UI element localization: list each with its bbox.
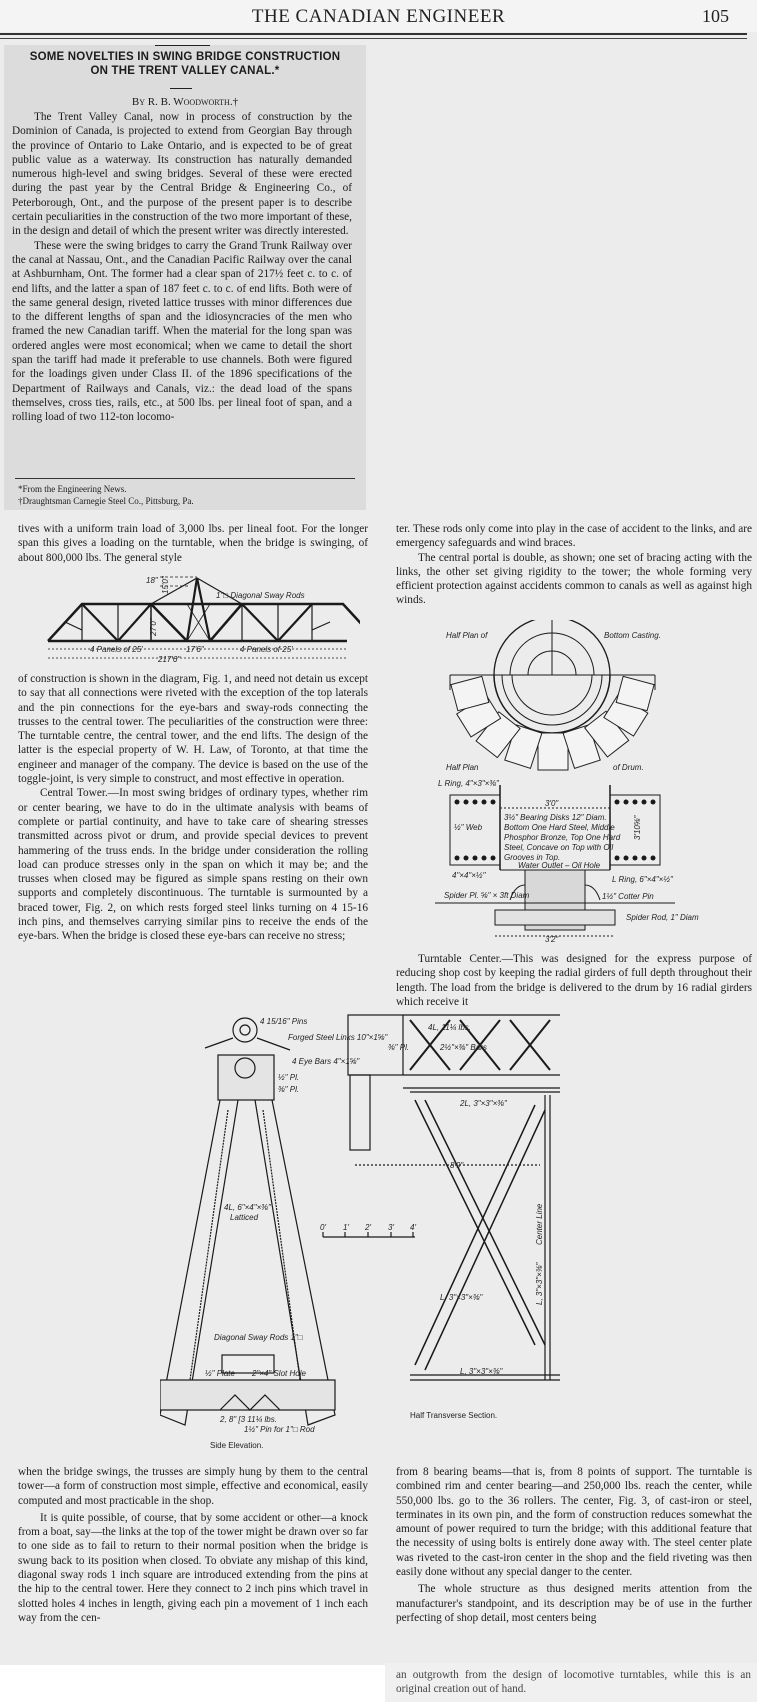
paragraph: It is quite possible, of course, that by some accident or other—a knock from a boat, say—the links at the top of the tower might be drawn over so far to one side as to fail to return to their normal position when the bridge is swung back to its position when closed. To obviate any mishap of this kind, diagonal sway rods 1 inch square are introduced extending from the pins at the hip to the central tower. Here they connect to 2 inch pins which travel in slotted holes 4 inches in length, giving each pin a movement of 1 inch each way from the cen- bbox=[18, 1511, 368, 1624]
intro-text bbox=[12, 110, 352, 425]
label-panels-right: 4 Panels of 25' bbox=[240, 645, 293, 654]
bearing-note-2: Bottom One Hard Steel, Middle bbox=[504, 823, 615, 832]
scale-2: 2' bbox=[365, 1223, 371, 1232]
label-web: ½" Web bbox=[454, 823, 483, 832]
label-ring-bottom: L Ring, 6"×4"×½" bbox=[612, 875, 673, 884]
label-channels: 2, 8" [3 11¼ lbs. bbox=[220, 1415, 277, 1424]
page-header bbox=[0, 0, 757, 32]
label-half-plan: Half Plan bbox=[446, 763, 479, 772]
label-links: Forged Steel Links 10"×1⅝" bbox=[288, 1033, 388, 1042]
label-slot-hole: 2"×4" Slot Hole bbox=[252, 1369, 306, 1378]
label-top-chord: 4L, 11¼ lbs. bbox=[428, 1023, 471, 1032]
right-column-upper bbox=[396, 522, 752, 608]
label-ring-top: L Ring, 4"×3"×⅜" bbox=[438, 779, 499, 788]
scale-4: 4' bbox=[410, 1223, 416, 1232]
label-sway-rods: 1"□ Diagonal Sway Rods bbox=[216, 591, 305, 600]
label-width-32: 3'2" bbox=[545, 935, 559, 944]
bearing-note-1: 3½" Bearing Disks 12" Diam. bbox=[504, 813, 607, 822]
title-rule-top bbox=[155, 45, 210, 46]
paragraph-central-tower: Central Tower.—In most swing bridges of ordinary types, whether rim or center bearing, we have to do in the ultimate analysis with beams of complete or partial continuity, and have to take care of shearing stresses transmitted across pivot or drum, and provide special devices to prevent hammering of the truss ends. In the bridge under consideration the rolling load can produce stresses only in the span on which it may be; and the trusses when closed may be figured as simple spans resting on their own supports and completely discontinuous. The turntable is surmounted by a braced tower, Fig. 2, on which rests forged steel links turning on 4 15-16 inch pins, and themselves carrying similar pins to receive the ends of the eye-bars. When the bridge is closed these eye-bars can receive no stress; bbox=[18, 787, 368, 943]
label-plate-3-8: ⅜" Pl. bbox=[278, 1085, 300, 1094]
label-bars: 2½"×⅜" Bars bbox=[440, 1043, 487, 1052]
caption-side-elevation: Side Elevation. bbox=[210, 1441, 264, 1450]
title-rule-bottom bbox=[170, 88, 192, 89]
label-cotter-pin: 1½" Cotter Pin bbox=[602, 892, 654, 901]
label-width-30: 3'0" bbox=[545, 799, 559, 808]
left-column-lower bbox=[18, 1465, 368, 1625]
label-bottom-strut: L, 3"×3"×⅜" bbox=[460, 1367, 503, 1376]
label-spider-plate: Spider Pl. ⅝" × 3ft Diam bbox=[444, 891, 530, 900]
paragraph: These were the swing bridges to carry the Grand Trunk Railway over the canal at Nassau, Ont., and the Canadian Pacific Railway over the canal at Ashburnham, Ont. The former had a clear span of 217½ feet c. to c. of end lifts, and the latter a span of 187 feet c. to c. of end lifts. Both were of the same general design, riveted lattice trusses with minor differences due to the different lengths of span and the idiosyncracies of the men who framed the new Canadian tariff. When the material for the long span was ordered angles were most economical; when we came to detail the short span the tariff had made it preferable to use channels. Both were figured for the loadings given under Class II. of the 1896 specifications of the Department of Railways and Canals, viz.: the dead load of the spans themselves, cross ties, rails, etc., at 500 lbs. per lineal foot of span, and a rolling load of two 112-ton locomo- bbox=[12, 239, 352, 424]
label-rise: 15'0" bbox=[161, 576, 170, 594]
label-latticed-2: Latticed bbox=[230, 1213, 259, 1222]
paragraph: The Trent Valley Canal, now in process of construction by the Dominion of Canada, is projected to extend from Georgian Bay through the province of Ontario to Lake Ontario, and is expected to be of great public value as a waterway. Its construction has naturally demanded numerous high-level and swing bridges. Several of these were erected during the past year by the Central Bridge & Engineering Co., of Peterborough, Ont., and the purpose of the present paper is to describe certain peculiarities in the construction of the two more important of these, in the design and detail of which the present writer was directly interested. bbox=[12, 111, 352, 238]
label-strut: 2L, 3"×3"×⅜" bbox=[460, 1099, 507, 1108]
label-center-line: Center Line bbox=[535, 1203, 544, 1245]
label-water-oil: Water Outlet – Oil Hole bbox=[518, 861, 601, 870]
label-latticed-1: 4L, 6"×4"×⅜" bbox=[224, 1203, 271, 1212]
label-post: L, 3"×3"×⅜" bbox=[535, 1262, 544, 1305]
footnote: *From the Engineering News. bbox=[18, 484, 127, 494]
left-column-middle bbox=[18, 672, 368, 944]
footnote: †Draughtsman Carnegie Steel Co., Pittsburg, Pa. bbox=[18, 495, 194, 506]
label-pins: 4 15/16" Pins bbox=[260, 1017, 308, 1026]
paragraph: tives with a uniform train load of 3,000 lbs. per lineal foot. For the longer span this gives a loading on the turntable, when the bridge is swinging, of about 800,000 lbs. The general style bbox=[18, 523, 368, 564]
label-plate-transverse: ⅜" Pl. bbox=[388, 1043, 410, 1052]
header-rule-thin bbox=[0, 38, 747, 39]
label-eye-bars: 4 Eye Bars 4"×1⅝" bbox=[292, 1057, 360, 1066]
paragraph: The central portal is double, as shown; one set of bracing acting with the links, the other set giving rigidity to the tower; the whole forming very efficient protection against accidents common to canals as well as against high winds. bbox=[396, 551, 752, 607]
figure-3-turntable-center bbox=[430, 620, 757, 950]
label-pin-for-rod: 1½" Pin for 1"□ Rod bbox=[244, 1425, 315, 1434]
bearing-note-4: Steel, Concave on Top with Oil bbox=[504, 843, 614, 852]
label-half-plan-of: Half Plan of bbox=[446, 631, 488, 640]
byline: By R. B. Woodworth.† bbox=[131, 96, 239, 108]
label-diagonal: L, 3"×3"×⅜" bbox=[440, 1293, 483, 1302]
label-span-89: 8'9" bbox=[450, 1161, 464, 1170]
header-rule bbox=[0, 33, 747, 35]
article-title-line-1: SOME NOVELTIES IN SWING BRIDGE CONSTRUCTION bbox=[29, 51, 341, 63]
bearing-note-5: Grooves in Top. bbox=[504, 853, 561, 862]
paragraph: from 8 bearing beams—that is, from 8 points of support. The turntable is combined rim and center bearing—and 250,000 lbs. reach the center, while 550,000 lbs. go to the 36 rollers. The center, Fig. 3, of cast-iron or steel, terminates in its own pin, and the form of construction reduces somewhat the amount of power required to turn the bridge; with this additional feature that the necessity of using bolts is entirely done away with. The steel center plate was riveted to the cast-iron center in the shop and the field riveting was then easily done without any special danger to the center. bbox=[396, 1466, 752, 1579]
paragraph-turntable: Turntable Center.—This was designed for the express purpose of reducing shop cost by keeping the radial girders of full depth throughout their length. The load from the bridge is delivered to the drum by 16 radial girders which receive it bbox=[396, 953, 752, 1008]
article-title bbox=[10, 50, 360, 78]
right-column-lower bbox=[396, 1465, 752, 1625]
label-sway-rods: Diagonal Sway Rods 1"□ bbox=[214, 1333, 303, 1342]
label-center-panel: 17'6" bbox=[186, 645, 204, 654]
paragraph: The whole structure as thus designed merits attention from the manufacturer's standpoint, and its description may be of use in the further perfecting of shop detail, most centers being bbox=[396, 1583, 752, 1624]
journal-title: THE CANADIAN ENGINEER bbox=[251, 6, 506, 27]
paragraph: of construction is shown in the diagram, Fig. 1, and need not detain us except to say that all connections were riveted with the exception of the top laterals and the pin connections for the eye-bars and sway-rods connecting the trusses to the central tower. The peculiarities of the construction were three: The turntable centre, the central tower, and the end lifts. The design of the latter is the especial property of W. H. Law, of Toronto, at that time the engineer and manager of the company. The device is based on the use of the toggle-joint, is very simple to construct, and most effective in operation. bbox=[18, 673, 368, 786]
bearing-note-3: Phosphor Bronze, Top One Hard bbox=[504, 833, 621, 842]
scale-1: 1' bbox=[343, 1223, 349, 1232]
label-bottom-casting: Bottom Casting. bbox=[604, 631, 661, 640]
label-total-span: 217'6" bbox=[158, 655, 181, 664]
figure-1-truss-diagram bbox=[30, 570, 360, 670]
label-height: 3'10⅝" bbox=[633, 815, 642, 840]
label-of-drum: of Drum. bbox=[613, 763, 644, 772]
caption-half-transverse: Half Transverse Section. bbox=[410, 1411, 498, 1420]
right-column-middle bbox=[396, 952, 752, 1009]
label-plate-half: ½" Pl. bbox=[278, 1073, 300, 1082]
continuation-text: an outgrowth from the design of locomotive turntables, while this is an original creation out of hand. bbox=[396, 1669, 751, 1695]
label-angle: 4"×4"×½" bbox=[452, 871, 486, 880]
scale-3: 3' bbox=[388, 1223, 394, 1232]
footnotes bbox=[18, 484, 358, 507]
truss-svg bbox=[30, 570, 360, 670]
scale-0: 0' bbox=[320, 1223, 326, 1232]
page-number: 105 bbox=[702, 6, 729, 26]
label-spider-rod: Spider Rod, 1" Diam bbox=[626, 913, 699, 922]
label-offset: 18" bbox=[146, 576, 158, 585]
figure-2-central-tower bbox=[160, 1010, 757, 1450]
turntable-svg bbox=[430, 620, 757, 950]
paragraph: when the bridge swings, the trusses are simply hung by them to the central tower—a form of construction most simple, effective and economical, easily computed and most practicable in the shop. bbox=[18, 1466, 368, 1507]
footnote-rule bbox=[15, 478, 355, 479]
tower-svg bbox=[160, 1010, 757, 1450]
label-panels-left: 4 Panels of 25' bbox=[90, 645, 143, 654]
left-column-upper bbox=[18, 522, 368, 565]
label-plate: ½" Plate bbox=[205, 1369, 235, 1378]
paragraph: ter. These rods only come into play in the case of accident to the links, and are emergency safeguards and wind braces. bbox=[396, 523, 752, 550]
label-depth: 27'0" bbox=[149, 618, 158, 636]
article-title-line-2: ON THE TRENT VALLEY CANAL.* bbox=[90, 65, 280, 77]
